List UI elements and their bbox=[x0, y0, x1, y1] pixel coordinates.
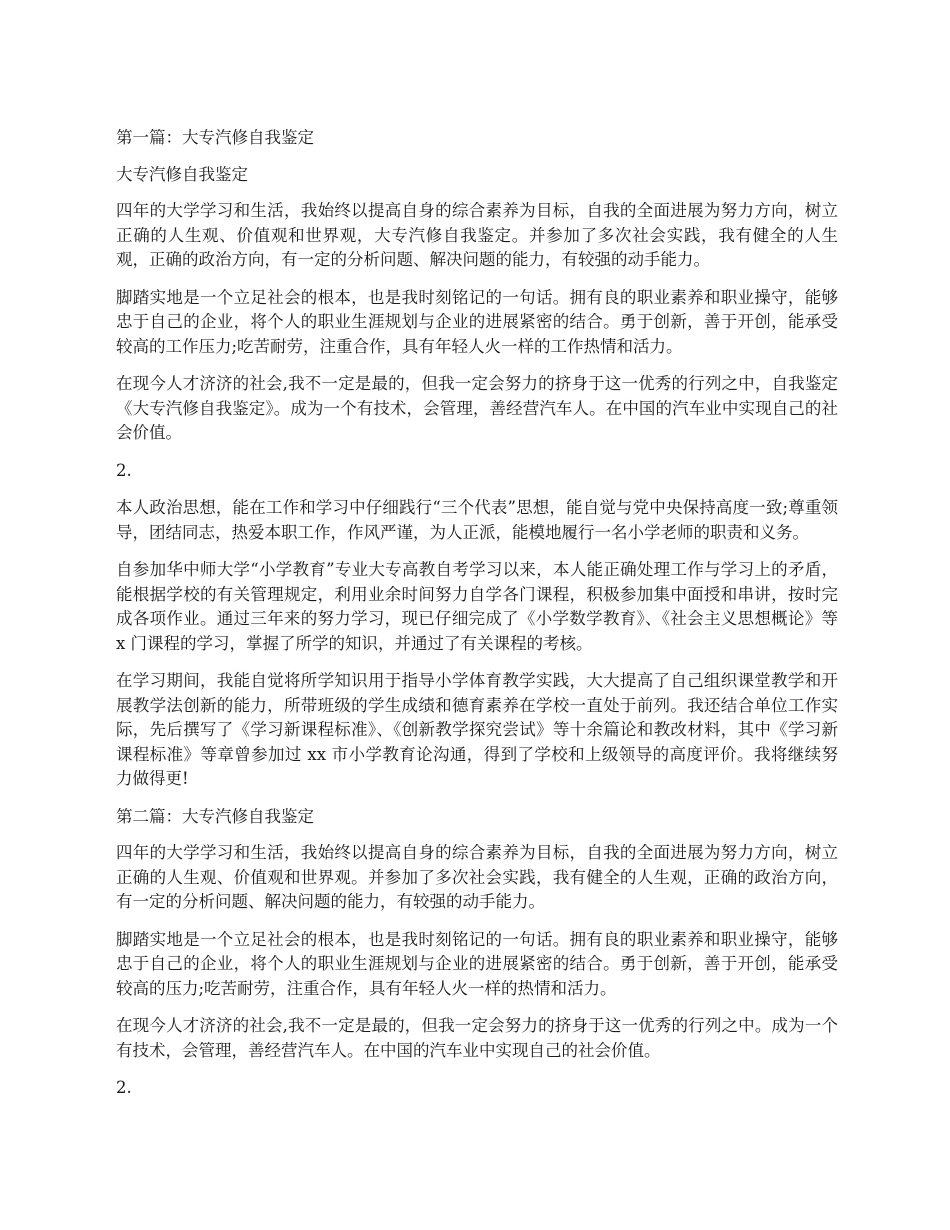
subtitle: 大专汽修自我鉴定 bbox=[116, 164, 248, 184]
section-heading-2: 第二篇：大专汽修自我鉴定 bbox=[116, 806, 314, 826]
paragraph: 自参加华中师大学“小学教育”专业大专高教自考学习以来，本人能正确处理工作与学习上的矛盾，能根据学校的有关管理规定，利用业余时间努力自学各门课程，积极参加集中面授和串讲，按时完成各项作业。通过三年来的努力学习，现已仔细完成了《小学数学教育》、《社会主义思想概论》等 x 门课程的学习，掌握了所学的知识，并通过了有关课程的考核。 bbox=[116, 560, 838, 653]
paragraph: 在现今人才济济的社会,我不一定是最的，但我一定会努力的挤身于这一优秀的行列之中，自我鉴定《大专汽修自我鉴定》。成为一个有技术，会管理，善经营汽车人。在中国的汽车业中实现自己的社会价值。 bbox=[116, 374, 838, 442]
paragraph: 四年的大学学习和生活，我始终以提高自身的综合素养为目标，自我的全面进展为努力方向，树立正确的人生观、价值观和世界观，大专汽修自我鉴定。并参加了多次社会实践，我有健全的人生观，正确的政治方向，有一定的分析问题、解决问题的能力，有较强的动手能力。 bbox=[116, 201, 838, 269]
section-heading-1: 第一篇：大专汽修自我鉴定 bbox=[116, 128, 314, 147]
paragraph: 四年的大学学习和生活，我始终以提高自身的综合素养为目标，自我的全面进展为努力方向，树立正确的人生观、价值观和世界观。并参加了多次社会实践，我有健全的人生观，正确的政治方向，有一定的分析问题、解决问题的能力，有较强的动手能力。 bbox=[116, 843, 838, 911]
paragraph: 在现今人才济济的社会,我不一定是最的，但我一定会努力的挤身于这一优秀的行列之中。成为一个有技术，会管理，善经营汽车人。在中国的汽车业中实现自己的社会价值。 bbox=[116, 1016, 838, 1060]
paragraph: 脚踏实地是一个立足社会的根本，也是我时刻铭记的一句话。拥有良的职业素养和职业操守，能够忠于自己的企业，将个人的职业生涯规划与企业的进展紧密的结合。勇于创新，善于开创，能承受较高的压力;吃苦耐劳，注重合作，具有年轻人火一样的热情和活力。 bbox=[116, 929, 838, 998]
document-body bbox=[116, 126, 838, 1114]
paragraph: 本人政治思想，能在工作和学习中仔细践行“三个代表”思想，能自觉与党中央保持高度一致;尊重领导，团结同志，热爱本职工作，作风严谨，为人正派，能模地履行一名小学老师的职责和义务。 bbox=[116, 498, 838, 542]
paragraph: 脚踏实地是一个立足社会的根本，也是我时刻铭记的一句话。拥有良的职业素养和职业操守，能够忠于自己的企业，将个人的职业生涯规划与企业的进展紧密的结合。勇于创新，善于开创，能承受较高的工作压力;吃苦耐劳，注重合作，具有年轻人火一样的工作热情和活力。 bbox=[116, 287, 838, 356]
section-number: 2. bbox=[116, 1078, 132, 1097]
paragraph: 在学习期间，我能自觉将所学知识用于指导小学体育教学实践，大大提高了自己组织课堂教学和开展教学法创新的能力，所带班级的学生成绩和德育素养在学校一直处于前列。我还结合单位工作实际，先后撰写了《学习新课程标准》、《创新教学探究尝试》等十余篇论和教改材料，其中《学习新课程标准》等章曾参加过 xx 市小学教育论沟通，得到了学校和上级领导的高度评价。我将继续努力做得更! bbox=[116, 671, 838, 788]
section-number: 2. bbox=[116, 460, 132, 480]
